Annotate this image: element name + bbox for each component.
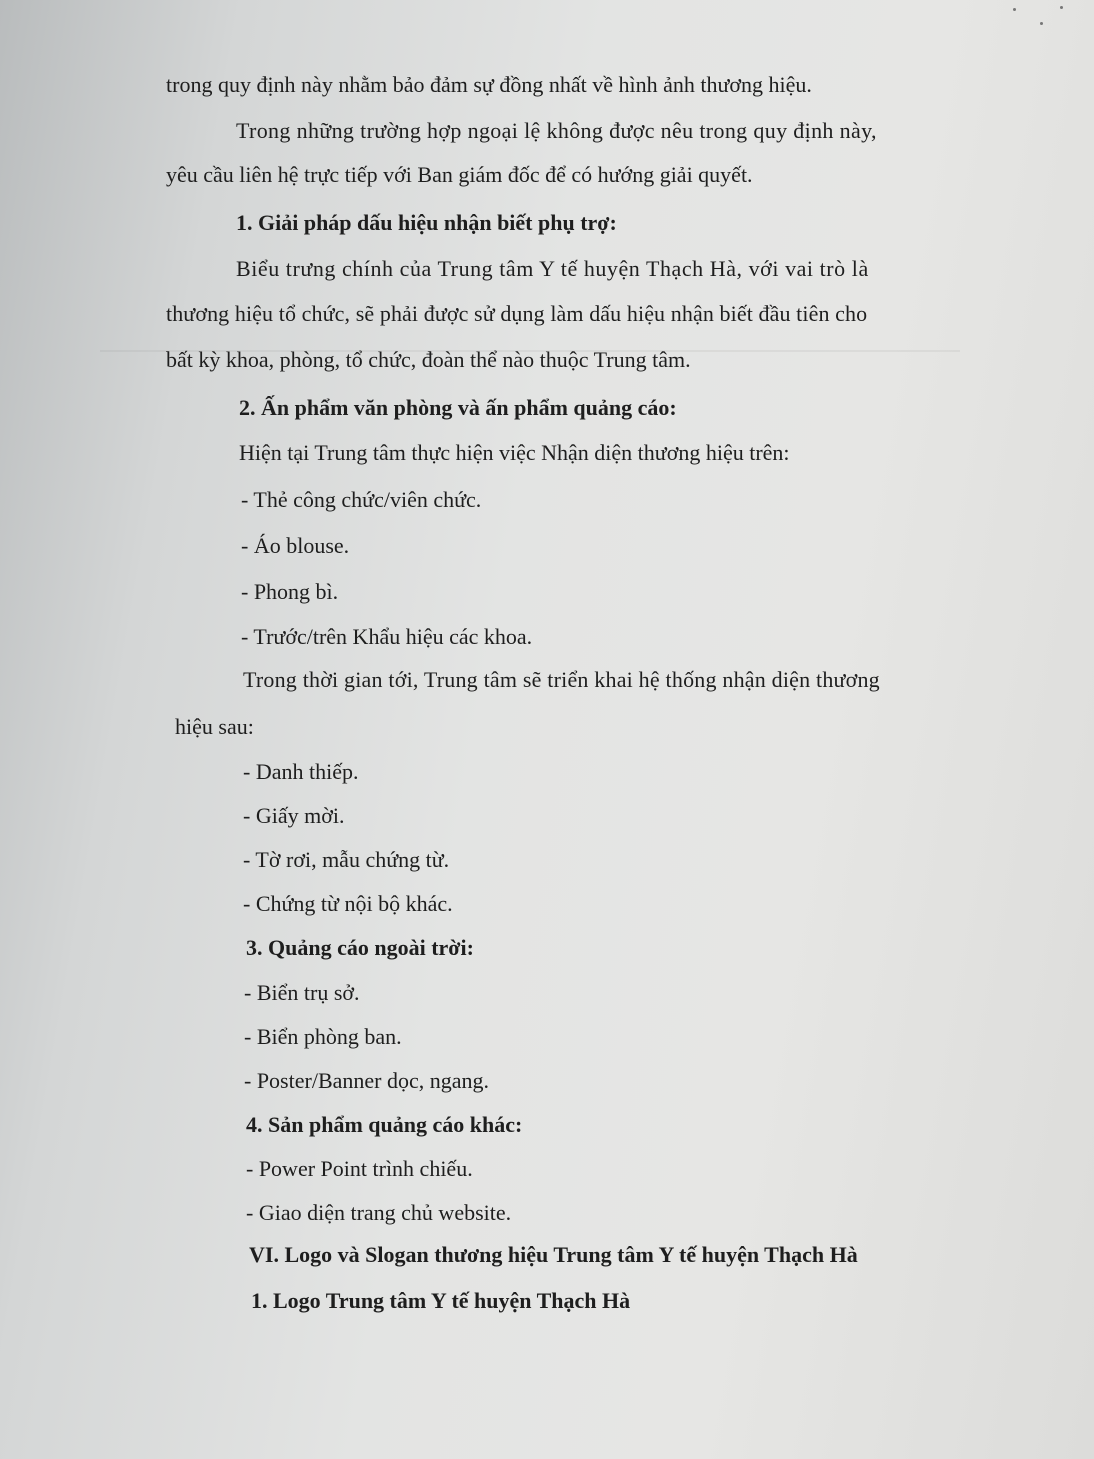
list-item: - Giấy mời. [243,803,345,828]
list-item: - Biển phòng ban. [244,1024,402,1049]
list-item: - Chứng từ nội bộ khác. [243,891,453,916]
list-item: - Poster/Banner dọc, ngang. [244,1068,489,1093]
paragraph-line: bất kỳ khoa, phòng, tổ chức, đoàn thể nào thuộc Trung tâm. [166,347,691,372]
section-heading: 2. Ấn phẩm văn phòng và ấn phẩm quảng cáo: [239,395,677,420]
paragraph-line: Biểu trưng chính của Trung tâm Y tế huyện Thạch Hà, với vai trò là [236,256,869,281]
speck [1040,22,1043,25]
paragraph-line: Hiện tại Trung tâm thực hiện việc Nhận diện thương hiệu trên: [239,440,790,465]
list-item: - Áo blouse. [241,533,350,558]
paragraph-line: trong quy định này nhằm bảo đảm sự đồng nhất về hình ảnh thương hiệu. [166,72,812,97]
list-item: - Trước/trên Khẩu hiệu các khoa. [241,624,533,649]
paragraph-line: thương hiệu tổ chức, sẽ phải được sử dụng làm dấu hiệu nhận biết đầu tiên cho [166,301,868,326]
chapter-heading: VI. Logo và Slogan thương hiệu Trung tâm Y tế huyện Thạch Hà [249,1242,858,1267]
speck [1060,6,1063,9]
paragraph-line: hiệu sau: [175,714,254,739]
list-item: - Biển trụ sở. [244,980,360,1005]
list-item: - Power Point trình chiếu. [246,1156,473,1181]
section-heading: 4. Sản phẩm quảng cáo khác: [246,1112,523,1137]
list-item: - Giao diện trang chủ website. [246,1200,512,1225]
paragraph-line: Trong thời gian tới, Trung tâm sẽ triển khai hệ thống nhận diện thương [243,667,880,692]
section-heading: 1. Giải pháp dấu hiệu nhận biết phụ trợ: [236,210,617,235]
paragraph-line: Trong những trường hợp ngoại lệ không được nêu trong quy định này, [236,118,877,143]
section-heading: 3. Quảng cáo ngoài trời: [246,935,474,960]
paragraph-line: yêu cầu liên hệ trực tiếp với Ban giám đốc để có hướng giải quyết. [166,162,753,187]
list-item: - Phong bì. [241,579,339,604]
list-item: - Thẻ công chức/viên chức. [241,487,482,512]
section-heading: 1. Logo Trung tâm Y tế huyện Thạch Hà [251,1288,631,1313]
speck [1013,8,1016,11]
list-item: - Tờ rơi, mẫu chứng từ. [243,847,450,872]
list-item: - Danh thiếp. [243,759,359,784]
